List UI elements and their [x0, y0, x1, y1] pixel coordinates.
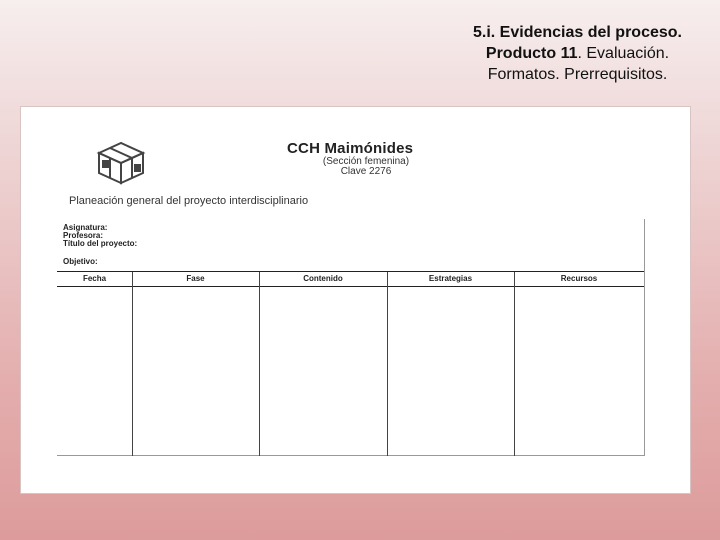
- school-section: [306, 157, 426, 177]
- slide-title-rest-2: . Evaluación.: [577, 45, 670, 62]
- column-header-fase: Fase: [186, 274, 205, 283]
- column-header-recursos: Recursos: [560, 274, 598, 283]
- school-logo-icon: [91, 135, 153, 187]
- column-divider: [259, 272, 260, 456]
- table-header-divider: [57, 286, 644, 287]
- school-name: CCH Maimónides: [287, 140, 414, 157]
- field-titulo: Título del proyecto:: [63, 239, 138, 248]
- school-section-text: (Sección femenina): [322, 156, 410, 167]
- format-document-image: [20, 106, 691, 494]
- column-divider: [132, 272, 133, 456]
- plan-title: Planeación general del proyecto interdisciplinario: [69, 195, 309, 207]
- slide-title-line-3: Formatos. Prerrequisitos.: [487, 66, 668, 83]
- slide-title: [440, 22, 715, 85]
- column-header-fecha: Fecha: [82, 274, 107, 283]
- slide-title-line-1: 5.i. Evidencias del proceso.: [473, 24, 682, 41]
- planning-table: [57, 271, 644, 456]
- column-divider: [514, 272, 515, 456]
- school-clave: Clave 2276: [340, 166, 392, 177]
- field-profesora: Profesora:: [63, 231, 104, 240]
- planning-form: [57, 219, 645, 456]
- column-header-contenido: Contenido: [303, 274, 343, 283]
- slide-title-bold-2: Producto 11: [485, 45, 578, 62]
- field-asignatura: Asignatura:: [63, 223, 108, 232]
- column-divider: [387, 272, 388, 456]
- field-objetivo: Objetivo:: [63, 257, 98, 266]
- column-header-estrategias: Estrategias: [428, 274, 473, 283]
